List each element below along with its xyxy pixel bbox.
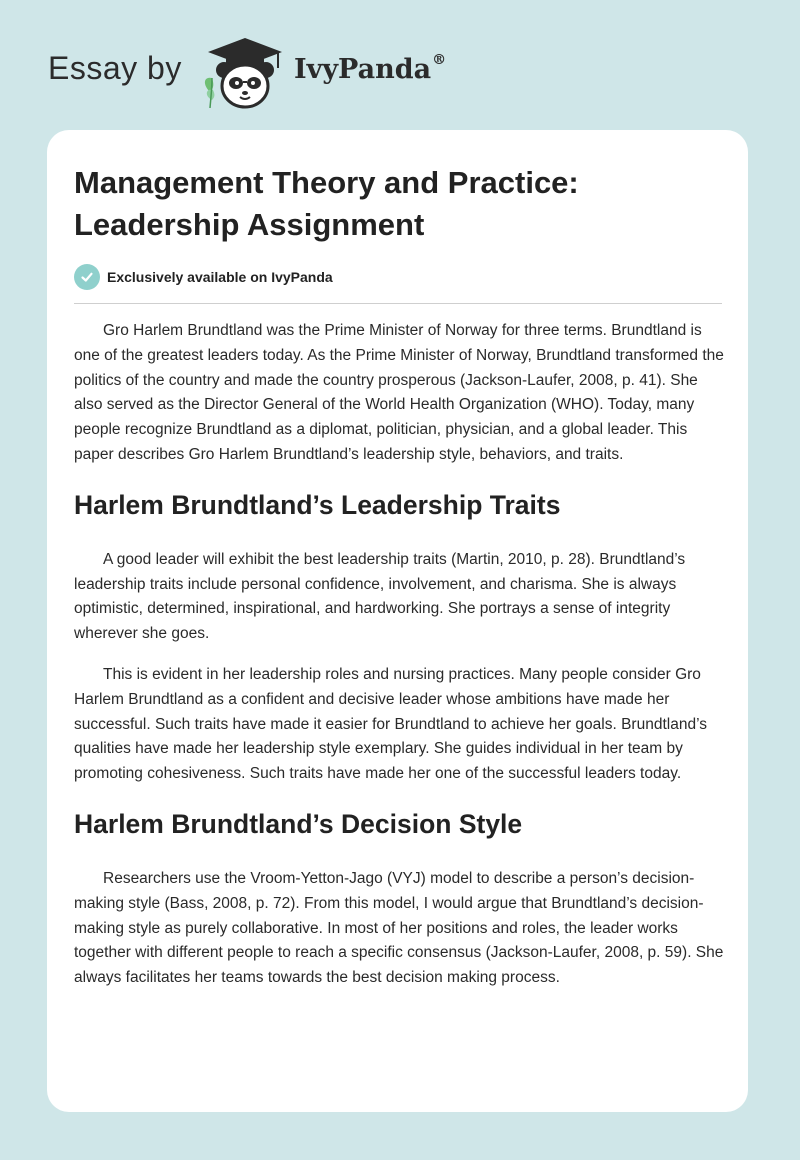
exclusive-badge [74, 263, 333, 290]
panda-logo-icon[interactable] [200, 34, 290, 114]
registered-mark: ® [432, 52, 447, 68]
section-heading-leadership-traits: Harlem Brundtland’s Leadership Traits [74, 489, 561, 520]
brand-name-text: IvyPanda [294, 54, 432, 85]
paragraph: A good leader will exhibit the best leadership traits (Martin, 2010, p. 28). Brundtland’s leadership traits include personal confidence, involvement, and charisma. She is always optimistic, determined, inspirational, and hardworking. She portrays a sense of integrity wherever she goes. [74, 550, 686, 643]
check-circle-icon [74, 264, 100, 290]
site-header [48, 34, 508, 114]
section-heading-decision-style: Harlem Brundtland’s Decision Style [74, 808, 523, 839]
essay-by-label: Essay by [48, 50, 182, 86]
essay-title: Management Theory and Practice: Leadership Assignment [74, 165, 579, 242]
paragraph: Researchers use the Vroom-Yetton-Jago (VYJ) model to describe a person’s decision-making style (Bass, 2008, p. 72). From this model, I would argue that Brundtland’s decision-making style as purely collaborative. In most of her positions and roles, the leader works together with different people to reach a specific consensus (Jackson-Laufer, 2008, p. 59). She always facilitates her teams towards the best decision making process. [74, 869, 724, 987]
paragraph: This is evident in her leadership roles and nursing practices. Many people consider Gro Harlem Brundtland as a confident and decisive leader whose ambitions have made her successful. Such traits have made it easier for Brundtland to achieve her goals. Brundtland’s qualities have made her leadership style exemplary. She guides individual in her team by promoting cohesiveness. Such traits have made her one of the successful leaders today. [74, 665, 707, 783]
essay-card [47, 130, 748, 1112]
intro-paragraph: Gro Harlem Brundtland was the Prime Minister of Norway for three terms. Brundtland is one of the greatest leaders today. As the Prime Minister of Norway, Brundtland transformed the politics of the country and made the country prosperous (Jackson-Laufer, 2008, p. 41). She also served as the Director General of the World Health Organization (WHO). Today, many people recognize Brundtland as a diplomat, politician, physician, and a global leader. This paper describes Gro Harlem Brundtland’s leadership style, behaviors, and traits. [74, 322, 724, 463]
brand-name[interactable] [294, 54, 446, 85]
essay-body [74, 319, 726, 1007]
exclusive-label: Exclusively available on IvyPanda [107, 268, 333, 285]
divider [74, 303, 722, 304]
